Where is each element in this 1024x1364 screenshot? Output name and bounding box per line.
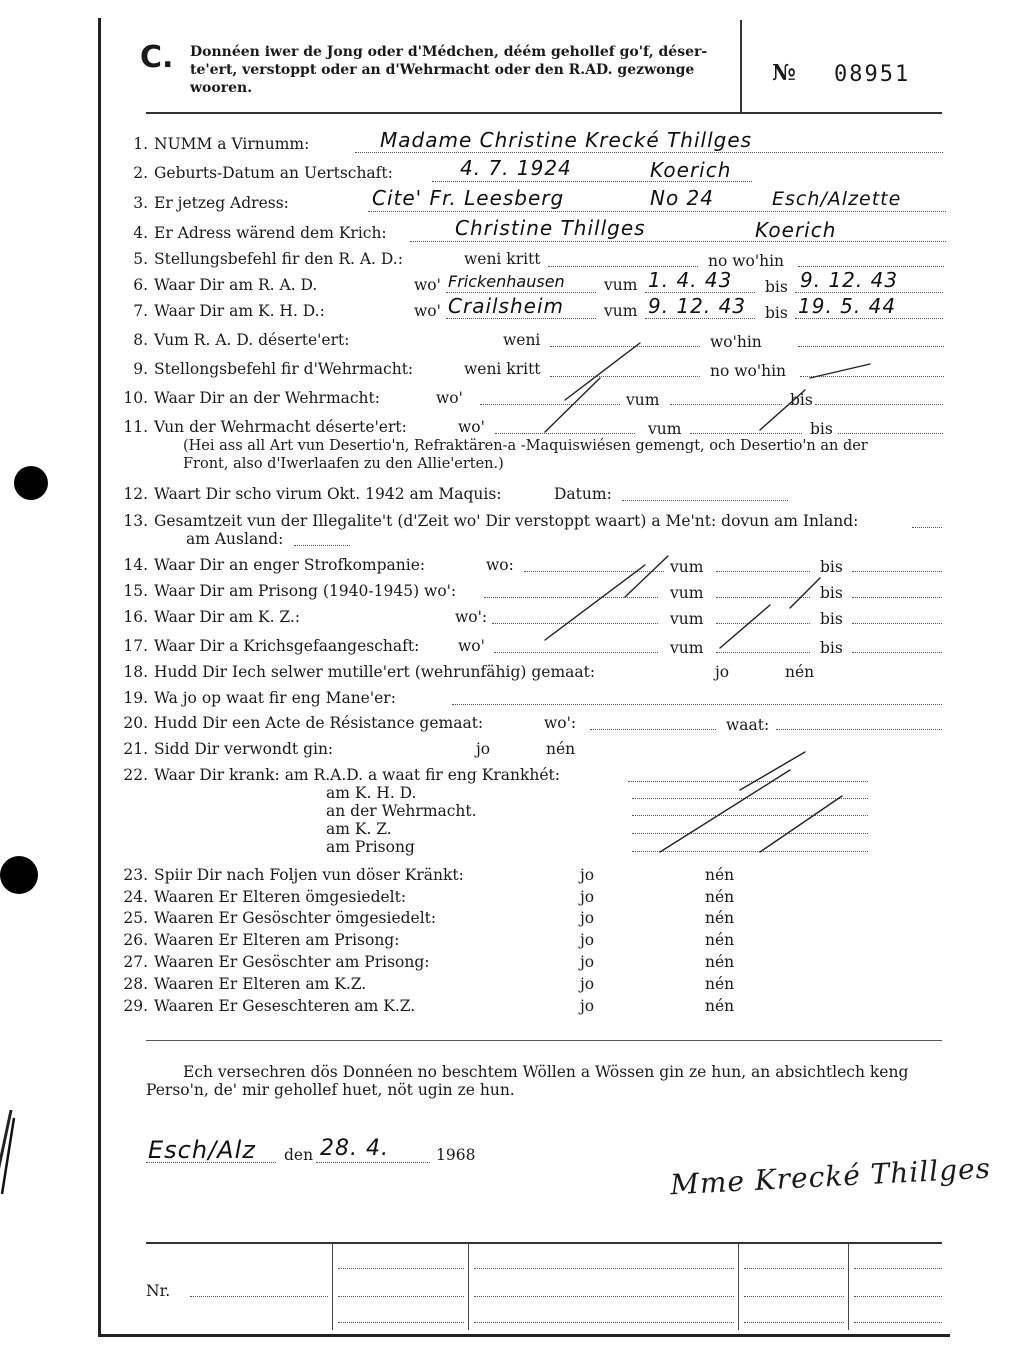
wo-label: wo' [436,389,463,407]
vum-label: vum [604,276,638,294]
signing-date-value: 28. 4. [320,1136,389,1161]
birth-place-value: Koerich [650,158,732,182]
row-label: Waaren Er Elteren ömgesiedelt: [154,888,407,906]
document-number: 08951 [834,62,911,87]
jo-option: jo [580,888,595,906]
jo-option: jo [580,953,595,971]
bis-label: bis [765,304,788,322]
row-label: Vum R. A. D. déserte'ert: [154,331,350,349]
signing-year: 1968 [436,1146,476,1164]
nen-option: nén [705,866,735,884]
row-number: 2. [133,164,148,182]
row-number: 15. [123,582,148,600]
row-number: 6. [133,276,148,294]
row-number: 13. [123,512,148,530]
jo-option: jo [580,909,595,927]
bis-label: bis [820,584,843,602]
war-address-place-value: Koerich [755,218,837,242]
declaration-line-2: Perso'n, de' mir gehollef huet, nöt ugin ze hun. [146,1081,515,1099]
strike-mark [740,752,805,790]
row-label: Waar Dir krank: am R.A.D. a waat fir eng Krankhét: [154,766,560,784]
illness-khd-label: am K. H. D. [326,784,417,802]
row-label: Er Adress wärend dem Krich: [154,224,387,242]
row-number: 25. [123,909,148,927]
wohin-label: wo'hin [710,333,762,351]
nen-option: nén [705,975,735,993]
rad-location-value: Frickenhausen [448,272,565,291]
waat-label: waat: [726,716,770,734]
row-label: Hudd Dir Iech selwer mutille'ert (wehrunfähig) gemaat: [154,663,596,681]
row-label: Stellongsbefehl fir d'Wehrmacht: [154,360,414,378]
khd-from-value: 9. 12. 43 [648,294,747,318]
row-number: 11. [123,418,148,436]
row-number: 4. [133,224,148,242]
den-label: den [284,1146,314,1164]
row-label: Waaren Er Geseschteren am K.Z. [154,997,416,1015]
rad-to-value: 9. 12. 43 [800,268,899,292]
wo-label: wo': [455,608,488,626]
weni-label: weni [503,331,541,349]
row-number: 21. [123,740,148,758]
row-number: 1. [133,135,148,153]
row-number: 19. [123,689,148,707]
wo-label: wo' [458,418,485,436]
weni-kritt-label: weni kritt [464,250,541,268]
jo-option: jo [580,997,595,1015]
row-number: 24. [123,888,148,906]
khd-to-value: 19. 5. 44 [798,294,897,318]
row-number: 8. [133,331,148,349]
number-label: № [772,60,798,86]
row-number: 29. [123,997,148,1015]
row-label: Waar Dir am K. Z.: [154,608,301,626]
wo-label: wo' [414,276,441,294]
illness-prisong-label: am Prisong [326,838,415,856]
row-label: Waaren Er Gesöschter ömgesiedelt: [154,909,437,927]
vum-label: vum [604,302,638,320]
no-wohin-label: no wo'hin [710,362,787,380]
rad-from-value: 1. 4. 43 [648,268,733,292]
bis-label: bis [765,278,788,296]
row-label: Waaren Er Elteren am Prisong: [154,931,400,949]
nr-label: Nr. [146,1282,171,1300]
wo-label: wo': [544,714,577,732]
strike-mark [625,556,668,597]
wo-label: wo' [414,302,441,320]
row-label: Geburts-Datum an Uertschaft: [154,164,393,182]
current-house-value: No 24 [650,186,715,210]
jo-option: jo [580,931,595,949]
vum-label: vum [670,558,704,576]
jo-option: jo [580,975,595,993]
bis-label: bis [820,558,843,576]
strike-mark [810,364,870,378]
row-number: 26. [123,931,148,949]
row-label: Waar Dir an der Wehrmacht: [154,389,380,407]
strike-mark [760,796,842,852]
jo-option: jo [715,663,730,681]
row-number: 27. [123,953,148,971]
header-title-line-2: te'ert, verstoppt oder an d'Wehrmacht oder den R.AD. gezwonge [190,62,695,78]
row-label: Waaren Er Elteren am K.Z. [154,975,367,993]
row-label: Er jetzeg Adress: [154,194,289,212]
jo-option: jo [476,740,491,758]
strike-mark [545,378,600,432]
illness-kz-label: am K. Z. [326,820,392,838]
nen-option: nén [546,740,576,758]
strike-mark [660,770,790,852]
nen-option: nén [705,888,735,906]
strike-mark [790,578,820,608]
row-label: Hudd Dir een Acte de Résistance gemaat: [154,714,484,732]
nen-option: nén [705,909,735,927]
vum-label: vum [670,584,704,602]
strike-mark [720,605,770,648]
row-label: NUMM a Virnumm: [154,135,310,153]
section-letter: C. [140,40,174,75]
bis-label: bis [810,420,833,438]
header-title-line-3: wooren. [190,80,253,96]
wo-label: wo: [486,556,514,574]
row-label: Stellungsbefehl fir den R. A. D.: [154,250,403,268]
current-street-value: Cite' Fr. Leesberg [372,186,565,210]
nen-option: nén [705,953,735,971]
row-label: Gesamtzeit vun der Illegalite't (d'Zeit wo' Dir verstoppt waart) a Me'nt: dovun am Inland: [154,512,859,530]
nen-option: nén [705,997,735,1015]
row-label: Vun der Wehrmacht déserte'ert: [154,418,407,436]
row-number: 28. [123,975,148,993]
row-number: 5. [133,250,148,268]
row-number: 12. [123,485,148,503]
header-title-line-1: Donnéen iwer de Jong oder d'Médchen, déém gehollef go'f, déser- [190,44,708,60]
jo-option: jo [580,866,595,884]
khd-location-value: Crailsheim [448,294,564,318]
row-number: 7. [133,302,148,320]
vum-label: vum [670,610,704,628]
row-label: Waart Dir scho virum Okt. 1942 am Maquis: [154,485,502,503]
vum-label: vum [648,420,682,438]
row-number: 9. [133,360,148,378]
strike-mark [545,565,645,640]
row-label: Sidd Dir verwondt gin: [154,740,334,758]
row-number: 20. [123,714,148,732]
current-city-value: Esch/Alzette [772,188,902,210]
vum-label: vum [626,391,660,409]
bis-label: bis [790,391,813,409]
datum-label: Datum: [554,485,612,503]
bis-label: bis [820,610,843,628]
nen-option: nén [785,663,815,681]
row-number: 22. [123,766,148,784]
wo-label: wo' [458,637,485,655]
full-name-value: Madame Christine Krecké Thillges [380,128,753,152]
row-label: Waar Dir am Prisong (1940-1945) wo': [154,582,457,600]
row-number: 23. [123,866,148,884]
ausland-label: am Ausland: [186,530,284,548]
row-number: 16. [123,608,148,626]
strike-mark [565,343,640,400]
strike-mark [760,390,805,430]
row-label: Waar Dir am K. H. D.: [154,302,325,320]
vum-label: vum [670,639,704,657]
row-number: 14. [123,556,148,574]
row-number: 3. [133,194,148,212]
bis-label: bis [820,639,843,657]
row-number: 17. [123,637,148,655]
weni-kritt-label: weni kritt [464,360,541,378]
row-number: 10. [123,389,148,407]
row-label: Waar Dir an enger Strofkompanie: [154,556,426,574]
declaration-line-1: Ech versechren dös Donnéen no beschtem Wöllen a Wössen gin ze hun, an absichtlech keng [183,1063,909,1081]
row-label: Wa jo op waat fir eng Mane'er: [154,689,396,707]
row-label: Spiir Dir nach Foljen vun döser Kränkt: [154,866,464,884]
desertion-note-line-2: Front, also d'Iwerlaafen zu den Allie'erten.) [183,456,504,472]
war-address-name-value: Christine Thillges [455,216,646,240]
signature: Mme Krecké Thillges [669,1151,992,1202]
no-wohin-label: no wo'hin [708,252,785,270]
row-number: 18. [123,663,148,681]
row-label: Waar Dir am R. A. D. [154,276,318,294]
birth-date-value: 4. 7. 1924 [460,156,572,180]
desertion-note-line-1: (Hei ass all Art vun Desertio'n, Refraktären-a -Maquiswiésen gemengt, och Desertio'n an der [183,438,868,454]
row-label: Waaren Er Gesöschter am Prisong: [154,953,430,971]
nen-option: nén [705,931,735,949]
row-label: Waar Dir a Krichsgefaangeschaft: [154,637,420,655]
signing-place-value: Esch/Alz [148,1136,256,1164]
illness-wehrmacht-label: an der Wehrmacht. [326,802,477,820]
edge-line [2,1118,14,1194]
